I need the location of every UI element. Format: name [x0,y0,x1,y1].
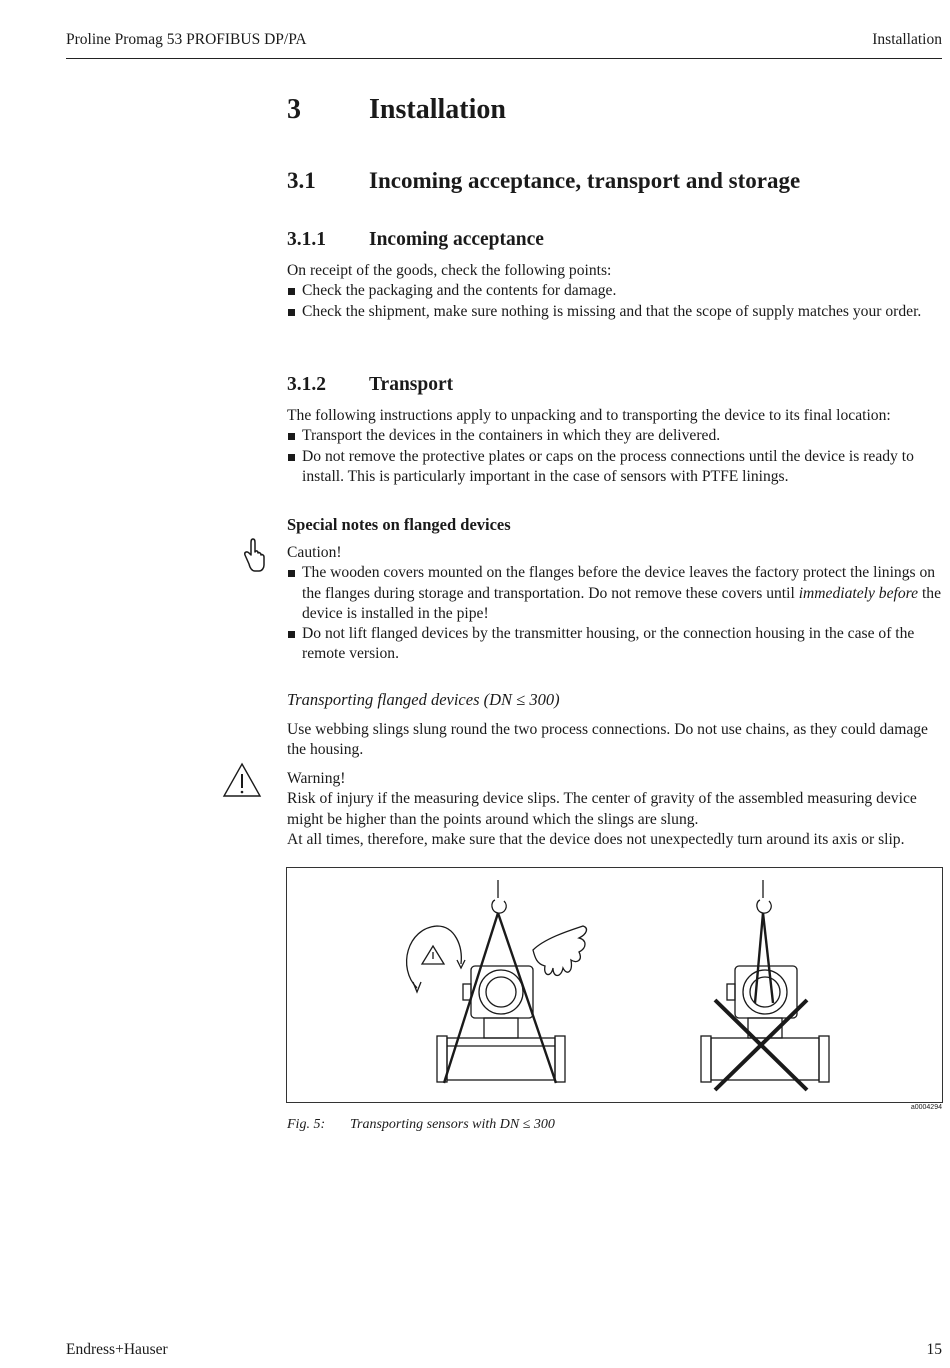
list-item [287,447,947,488]
list-item-text: Transport the devices in the containers in which they are delivered. [302,427,721,445]
subsection-heading-3-1-1 [287,229,927,255]
list-item-text: Do not lift flanged devices by the transmitter housing, or the connection housing in the case of the remote version. [302,625,915,663]
bullet-square-icon [288,631,295,638]
subsection-number: 3.1.2 [287,374,326,395]
warning-label: Warning! [287,770,346,787]
section-heading-3-1 [287,168,927,198]
list-item [287,624,947,665]
paragraph: On receipt of the goods, check the following points: [287,262,612,279]
figure-caption: Transporting sensors with DN ≤ 300 [350,1117,555,1132]
flanged-heading: Special notes on flanged devices [287,515,511,534]
paragraph: Use webbing slings slung round the two process connections. Do not use chains, as they could damage the housing. [287,721,928,759]
list-item [287,281,947,301]
paragraph: At all times, therefore, make sure that the device does not unexpectedly turn around its axis or slip. [287,830,905,848]
chapter-heading [287,94,887,130]
chapter-number: 3 [287,94,301,125]
subsection-heading-3-1-2 [287,374,927,400]
list-item-text: Check the packaging and the contents for damage. [302,282,617,300]
list-item [287,426,947,446]
warning-triangle-icon [222,762,262,798]
list-item-text: Do not remove the protective plates or caps on the process connections until the device is ready to install. This is particularly important in the case of sensors with PTFE linings. [302,447,914,485]
running-header-section: Installation [872,31,942,48]
caution-hand-icon [240,537,266,575]
bullet-square-icon [288,288,295,295]
list-item [287,563,947,624]
figure-label: Fig. 5: [287,1117,326,1132]
correct-lifting-drawing [407,880,587,1083]
incorrect-lifting-drawing [701,880,829,1090]
transport-small-heading: Transporting flanged devices (DN ≤ 300) [287,690,560,709]
section-title: Incoming acceptance, transport and storage [369,168,801,193]
caution-label: Caution! [287,544,342,561]
transport-illustration [287,868,942,1102]
incoming-acceptance-body [287,261,947,322]
bullet-square-icon [288,309,295,316]
emphasis-text: immediately before [798,584,919,602]
list-item-text: Check the shipment, make sure nothing is missing and that the scope of supply matches your order. [302,302,922,320]
footer-brand: Endress+Hauser [66,1341,168,1358]
warning-block [287,769,947,850]
figure-code: a0004294 [910,1104,942,1111]
paragraph: The following instructions apply to unpacking and to transporting the device to its final location: [287,407,891,424]
list-item-text: The wooden covers mounted on the flanges before the device leaves the factory protect the linings on the flanges during storage and transportation. Do not remove these covers until [302,564,936,602]
chapter-title: Installation [369,94,506,125]
list-item [287,302,947,322]
subsection-title: Transport [369,374,454,395]
bullet-square-icon [288,570,295,577]
header-rule [66,58,942,59]
figure-frame [286,867,943,1103]
subsection-number: 3.1.1 [287,229,326,250]
page-number: 15 [926,1341,942,1358]
subsection-title: Incoming acceptance [369,229,544,250]
bullet-square-icon [288,433,295,440]
caution-block [287,543,947,665]
running-header-title: Proline Promag 53 PROFIBUS DP/PA [66,31,307,48]
paragraph: Risk of injury if the measuring device slips. The center of gravity of the assembled measuring device might be higher than the points around which the slings are slung. [287,790,917,828]
bullet-square-icon [288,454,295,461]
transport-body [287,406,947,487]
list-item-text: the device is installed in the pipe! [302,584,942,622]
section-number: 3.1 [287,168,316,193]
